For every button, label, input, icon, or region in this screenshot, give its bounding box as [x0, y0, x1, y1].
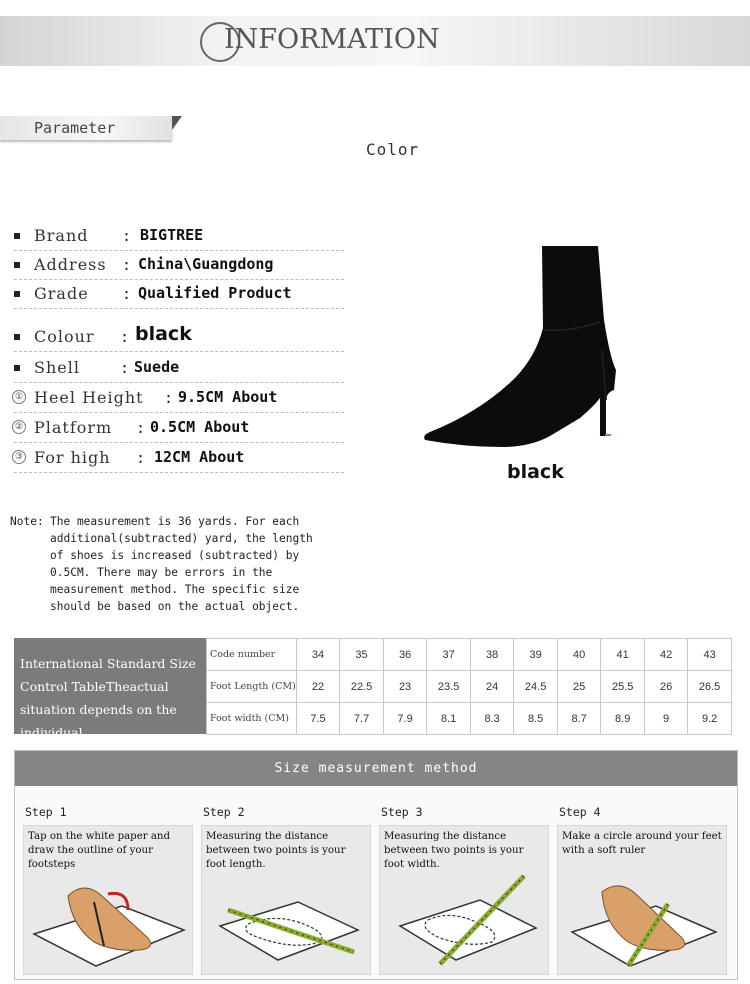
table-cell: 9 [645, 703, 688, 735]
table-cell: 8.7 [557, 703, 600, 735]
table-cell: 35 [340, 639, 384, 671]
spec-value: black [135, 323, 192, 345]
table-cell: 40 [557, 639, 600, 671]
row-header: Foot Length (CM) [207, 671, 297, 703]
size-table-title: International Standard Size Control TableTheactual situation depends on the individual. [14, 638, 206, 734]
spec-row-colour [14, 323, 344, 352]
color-caption: black [507, 461, 564, 483]
size-measurement-method [14, 750, 738, 980]
foot-outline-icon [24, 866, 192, 972]
table-cell: 24.5 [514, 671, 558, 703]
parameter-tab-label: Parameter [34, 119, 116, 137]
table-cell: 7.7 [340, 703, 384, 735]
table-cell: 8.3 [470, 703, 513, 735]
spec-row-brand [14, 222, 344, 251]
table-cell: 41 [601, 639, 645, 671]
step-4-illustration [557, 825, 727, 975]
spec-separator: : [120, 359, 130, 377]
bullet-icon [14, 262, 20, 268]
spec-row-platform [14, 414, 344, 443]
table-cell: 36 [383, 639, 426, 671]
spec-separator: : [120, 328, 130, 346]
table-cell: 8.1 [427, 703, 471, 735]
table-cell: 23 [383, 671, 426, 703]
spec-separator: : [122, 256, 132, 274]
step-1 [15, 799, 185, 969]
spec-value: Suede [134, 358, 180, 376]
spec-value: 0.5CM About [150, 418, 250, 436]
bullet-icon [14, 233, 20, 239]
table-row [207, 703, 732, 735]
color-heading: Color [366, 140, 420, 159]
table-cell: 24 [470, 671, 513, 703]
note-lead: Note: [10, 515, 44, 528]
spec-separator: : [164, 389, 174, 407]
table-cell: 25 [557, 671, 600, 703]
table-cell: 23.5 [427, 671, 471, 703]
size-grid [206, 638, 732, 735]
measurement-note [10, 513, 330, 615]
ruler-width-icon [380, 866, 548, 972]
spec-separator: : [122, 285, 132, 303]
table-cell: 7.5 [296, 703, 339, 735]
table-cell: 26 [645, 671, 688, 703]
step-description: Measuring the distance between two points is your foot width. [384, 831, 524, 870]
spec-label: Brand [34, 226, 89, 245]
spec-label: Heel Height [34, 388, 144, 407]
bullet-icon [14, 291, 20, 297]
spec-label: Address [34, 255, 107, 274]
step-label: Step 2 [203, 805, 245, 819]
table-cell: 25.5 [601, 671, 645, 703]
table-cell: 34 [296, 639, 339, 671]
step-3-illustration [379, 825, 549, 975]
table-cell: 8.9 [601, 703, 645, 735]
step-label: Step 4 [559, 805, 601, 819]
table-cell: 37 [427, 639, 471, 671]
spec-row-address [14, 251, 344, 280]
table-cell: 42 [645, 639, 688, 671]
spec-label: Colour [34, 327, 95, 346]
step-description: Make a circle around your feet with a soft ruler [562, 831, 722, 856]
step-description: Measuring the distance between two points is your foot length. [206, 831, 346, 870]
spec-row-shell [14, 354, 344, 383]
row-header: Foot width (CM) [207, 703, 297, 735]
spec-label: Shell [34, 358, 80, 377]
size-table [14, 638, 732, 740]
note-text: The measurement is 36 yards. For each additional(subtracted) yard, the length of shoes is increased (subtracted) by 0.5CM. There may be errors in the measurement method. The specific size should be based on the actual object. [50, 515, 313, 613]
spec-separator: : [136, 419, 146, 437]
spec-separator: : [122, 227, 132, 245]
table-cell: 8.5 [514, 703, 558, 735]
table-cell: 7.9 [383, 703, 426, 735]
method-title: Size measurement method [15, 751, 737, 786]
tab-fold-decoration [172, 116, 182, 130]
number-two-icon: ② [12, 420, 26, 434]
spec-row-heel-height [14, 384, 344, 413]
spec-value: 9.5CM About [178, 388, 278, 406]
table-cell: 43 [688, 639, 732, 671]
table-cell: 22 [296, 671, 339, 703]
step-label: Step 3 [381, 805, 423, 819]
information-banner [0, 16, 750, 66]
spec-row-grade [14, 280, 344, 309]
bullet-icon [14, 334, 20, 340]
step-label: Step 1 [25, 805, 67, 819]
table-cell: 9.2 [688, 703, 732, 735]
bullet-icon [14, 365, 20, 371]
step-description: Tap on the white paper and draw the outline of your footsteps [28, 831, 171, 870]
spec-value: BIGTREE [140, 226, 204, 244]
row-header: Code number [207, 639, 297, 671]
spec-value: China\Guangdong [138, 255, 274, 273]
banner-title: INFORMATION [224, 24, 440, 55]
black-ankle-boot-image [420, 240, 635, 455]
step-4 [549, 799, 722, 969]
foot-circle-ruler-icon [558, 866, 726, 972]
table-cell: 22.5 [340, 671, 384, 703]
table-cell: 26.5 [688, 671, 732, 703]
table-row [207, 671, 732, 703]
spec-value: 12CM About [154, 448, 245, 466]
step-2-illustration [201, 825, 371, 975]
spec-label: Grade [34, 284, 89, 303]
step-3 [371, 799, 541, 969]
table-cell: 39 [514, 639, 558, 671]
spec-label: For high [34, 448, 111, 467]
table-row [207, 639, 732, 671]
table-cell: 38 [470, 639, 513, 671]
number-three-icon: ③ [12, 450, 26, 464]
spec-separator: : [136, 449, 146, 467]
ruler-length-icon [202, 866, 370, 972]
spec-row-for-high [14, 444, 344, 473]
spec-value: Qualified Product [138, 284, 292, 302]
step-2 [193, 799, 363, 969]
number-one-icon: ① [12, 390, 26, 404]
spec-label: Platform [34, 418, 113, 437]
step-1-illustration [23, 825, 193, 975]
parameter-tab [0, 116, 172, 140]
